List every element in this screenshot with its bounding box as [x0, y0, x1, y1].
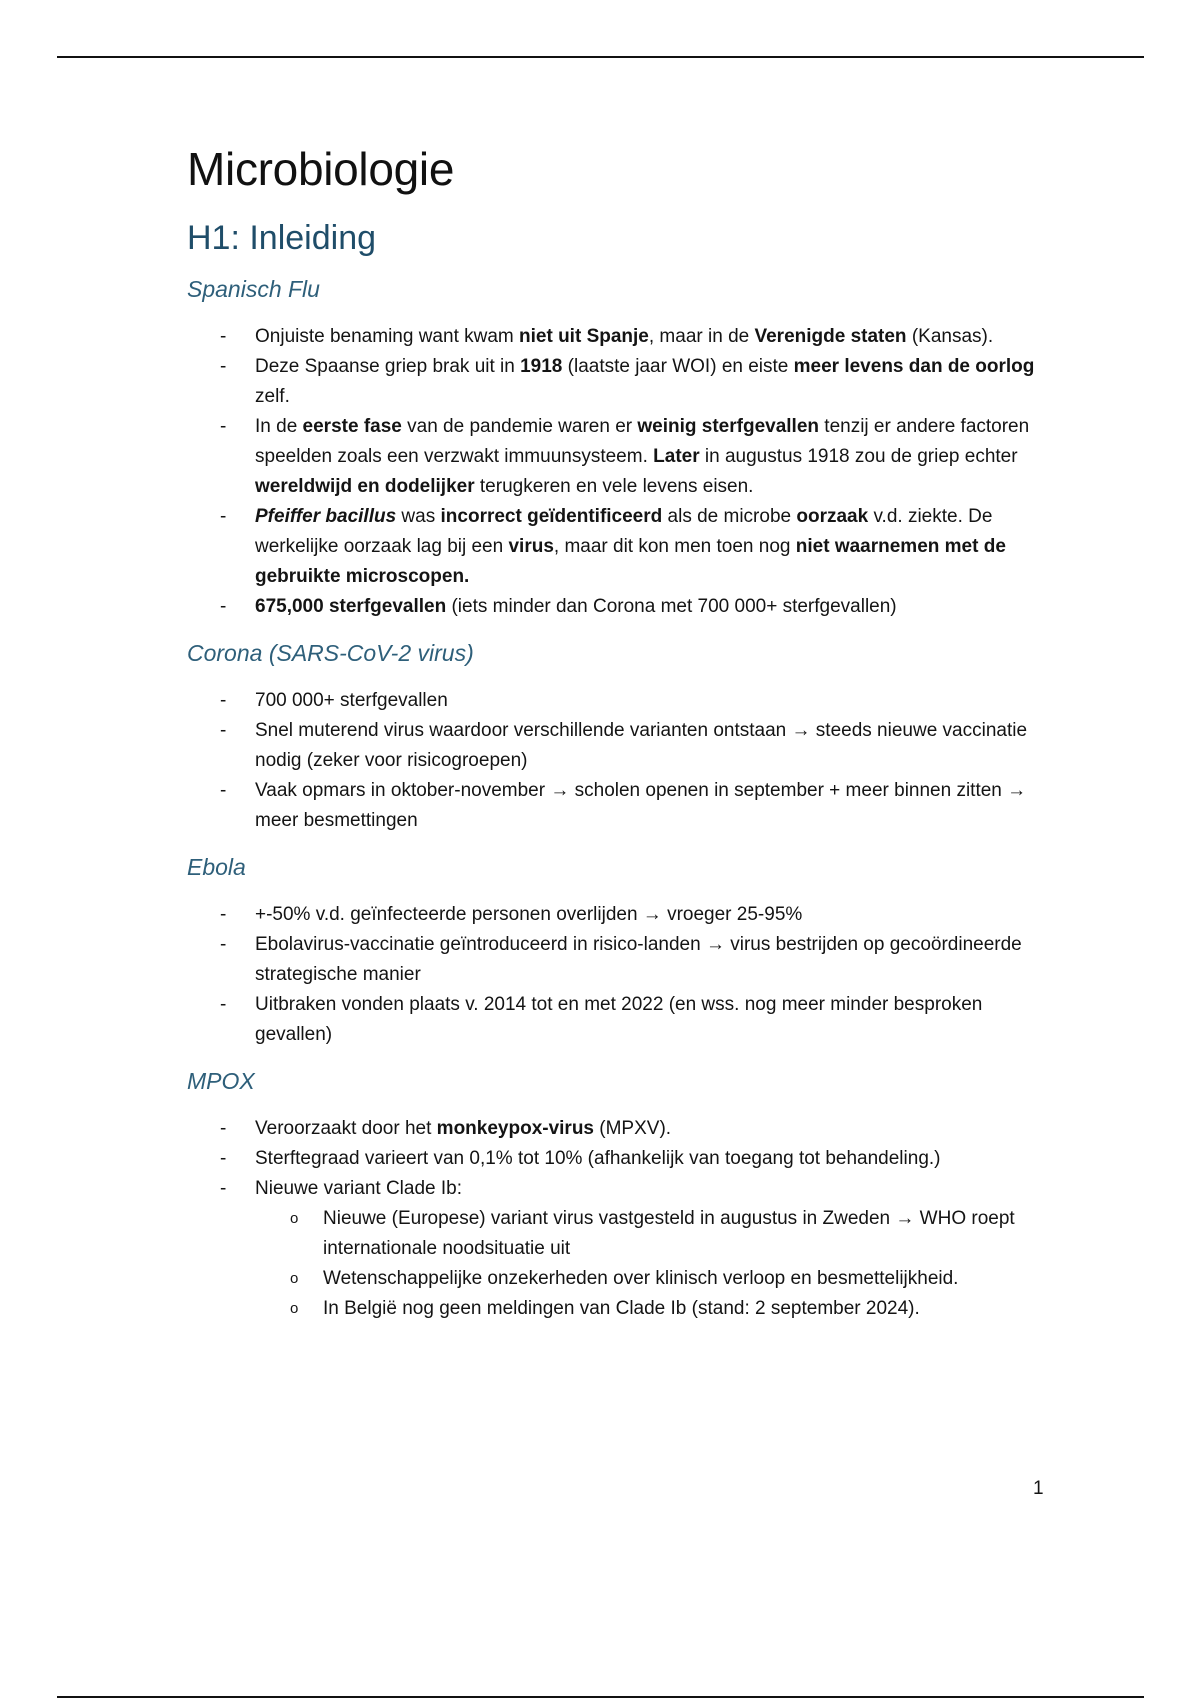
item-text: van de pandemie waren er	[401, 416, 638, 437]
spanish-flu-list	[187, 322, 1057, 622]
list-item	[187, 990, 1057, 1050]
item-text: Uitbraken vonden plaats v. 2014 tot en met 2022 (en wss. nog meer minder besproken gevallen)	[255, 994, 983, 1045]
item-text: Veroorzaakt door het	[255, 1118, 437, 1139]
emphasis-text: niet waarnemen met de gebruikte microscopen.	[255, 536, 1006, 587]
list-item	[187, 686, 1057, 716]
item-text: Ebolavirus-vaccinatie geïntroduceerd in risico-landen → virus bestrijden op gecoördineerde strategische manier	[255, 934, 1022, 985]
mpox-sublist	[255, 1204, 1057, 1324]
list-item	[187, 412, 1057, 502]
list-item	[187, 930, 1057, 990]
item-text: in augustus 1918 zou de griep echter	[699, 446, 1018, 467]
list-item	[187, 776, 1057, 836]
mpox-list	[187, 1114, 1057, 1204]
list-item	[187, 1174, 1057, 1204]
item-text: Onjuiste benaming want kwam	[255, 326, 520, 347]
item-text: terugkeren en vele levens eisen.	[474, 476, 754, 497]
emphasis-text: eerste fase	[302, 416, 402, 437]
chapter-heading: H1: Inleiding	[187, 219, 377, 257]
emphasis-text: monkeypox-virus	[436, 1118, 594, 1139]
item-text: 700 000+ sterfgevallen	[255, 690, 448, 711]
emphasis-text: incorrect geïdentificeerd	[440, 506, 663, 527]
emphasis-text: Pfeiffer bacillus	[255, 506, 397, 527]
item-text: was	[396, 506, 441, 527]
emphasis-text: meer levens dan de oorlog	[793, 356, 1035, 377]
item-text: , maar in de	[648, 326, 755, 347]
emphasis-text: virus	[508, 536, 554, 557]
corona-list	[187, 686, 1057, 836]
ebola-list	[187, 900, 1057, 1050]
item-text: , maar dit kon men toen nog	[553, 536, 796, 557]
item-text: (laatste jaar WOI) en eiste	[562, 356, 794, 377]
document-body	[187, 128, 1057, 1324]
sub-list-item: o In België nog geen meldingen van Clade Ib (stand: 2 september 2024).	[255, 1294, 1057, 1324]
item-text: Nieuwe variant Clade Ib:	[255, 1178, 462, 1199]
emphasis-text: Verenigde staten	[754, 326, 907, 347]
footer-rule	[57, 1696, 1144, 1698]
item-text: als de microbe	[662, 506, 797, 527]
list-item	[187, 352, 1057, 412]
document-title: Microbiologie	[187, 143, 455, 195]
section-heading-corona: Corona (SARS-CoV-2 virus)	[187, 640, 474, 666]
emphasis-text: Later	[653, 446, 700, 467]
item-text: In de	[255, 416, 303, 437]
item-text: (MPXV).	[594, 1118, 672, 1139]
list-item	[187, 1114, 1057, 1144]
emphasis-text: 1918	[520, 356, 563, 377]
item-text: (Kansas).	[906, 326, 994, 347]
item-text: Snel muterend virus waardoor verschillende varianten ontstaan → steeds nieuwe vaccinatie nodig (zeker voor risicogroepen)	[255, 720, 1028, 771]
list-item	[187, 716, 1057, 776]
section-heading-spanish-flu: Spanisch Flu	[187, 276, 320, 302]
item-text: Vaak opmars in oktober-november → scholen openen in september + meer binnen zitten → meer besmettingen	[255, 780, 1027, 831]
emphasis-text: 675,000 sterfgevallen	[255, 596, 447, 617]
item-text: (iets minder dan Corona met 700 000+ sterfgevallen)	[446, 596, 897, 617]
item-text: tenzij er andere factoren speelden zoals een verzwakt immuunsysteem.	[255, 416, 1030, 467]
emphasis-text: oorzaak	[796, 506, 869, 527]
emphasis-text: niet uit Spanje	[519, 326, 649, 347]
list-item	[187, 900, 1057, 930]
emphasis-text: weinig sterfgevallen	[637, 416, 820, 437]
list-item	[187, 502, 1057, 592]
item-text: Deze Spaanse griep brak uit in	[255, 356, 521, 377]
header-rule	[57, 56, 1144, 58]
list-item	[187, 322, 1057, 352]
sub-list-item: o Wetenschappelijke onzekerheden over klinisch verloop en besmettelijkheid.	[255, 1264, 1057, 1294]
item-text: zelf.	[255, 386, 290, 407]
page-number: 1	[1033, 1478, 1044, 1499]
sub-list-item: o Nieuwe (Europese) variant virus vastgesteld in augustus in Zweden → WHO roept internationale noodsituatie uit	[255, 1204, 1057, 1264]
item-text: v.d. ziekte. De werkelijke oorzaak lag bij een	[255, 506, 993, 557]
emphasis-text: wereldwijd en dodelijker	[255, 476, 475, 497]
item-text: Sterftegraad varieert van 0,1% tot 10% (afhankelijk van toegang tot behandeling.)	[255, 1148, 941, 1169]
section-heading-ebola: Ebola	[187, 854, 246, 880]
section-heading-mpox: MPOX	[187, 1068, 255, 1094]
list-item	[187, 592, 1057, 622]
item-text: +-50% v.d. geïnfecteerde personen overlijden → vroeger 25-95%	[255, 904, 803, 925]
list-item	[187, 1144, 1057, 1174]
